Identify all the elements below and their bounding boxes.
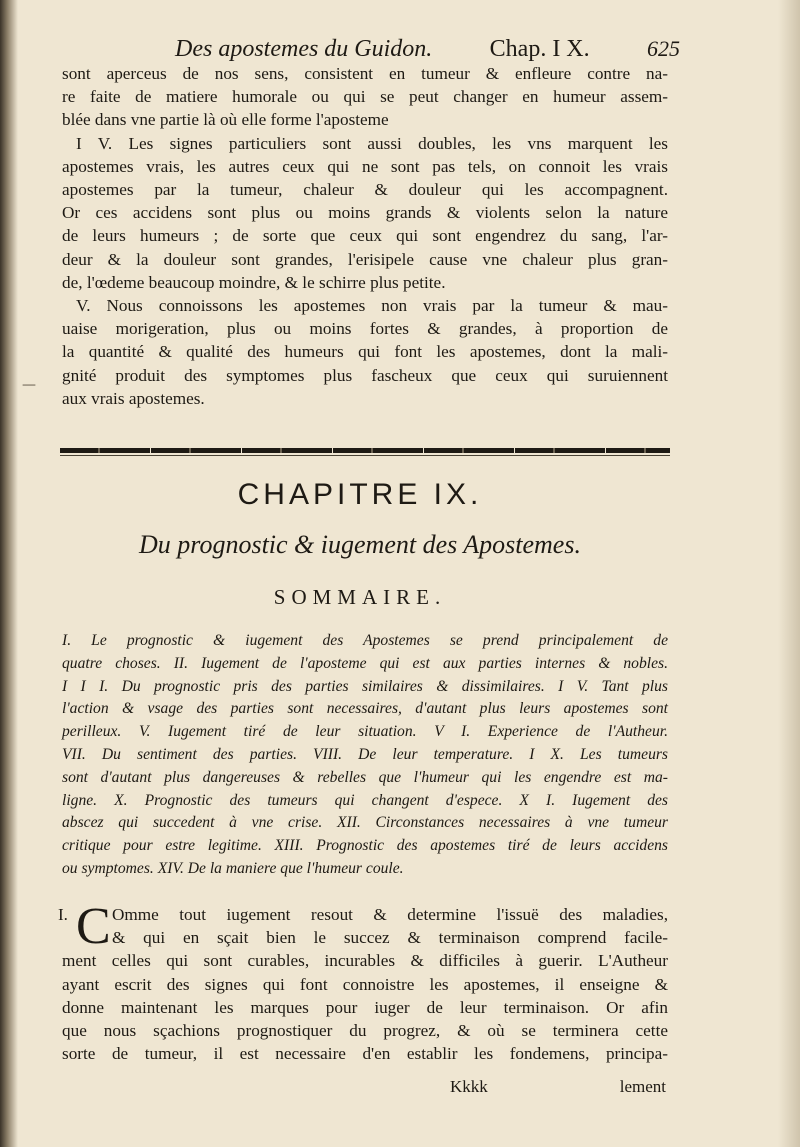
chapter-subtitle: Du prognostic & iugement des Apostemes.	[139, 530, 581, 559]
text-line: que nous sçachions prognostiquer du progrez, & où se terminera cette	[62, 1021, 668, 1041]
book-gutter-shadow	[0, 0, 18, 1147]
summary-line: ou symptomes. XIV. De la maniere que l'humeur coule.	[62, 859, 404, 877]
summary-line: quatre choses. II. Iugement de l'aposteme qui est aux parties internes & nobles.	[62, 654, 668, 672]
summary-line: I. Le prognostic & iugement des Apostemes se prend principalement de	[62, 632, 668, 649]
main-text-block	[58, 898, 668, 1065]
text-line: sorte de tumeur, il est necessaire d'en establir les fondemens, principa-	[62, 1044, 668, 1064]
text-line: I V. Les signes particuliers sont aussi doubles, les vns marquent les	[76, 133, 668, 153]
text-line: ment celles qui sont curables, incurables & difficiles à guerir. L'Autheur	[62, 951, 668, 971]
ornamental-rule	[60, 448, 670, 453]
summary-line: abscez qui succedent à vne crise. XII. Circonstances necessaires à vne tumeur	[62, 814, 668, 832]
text-line: la quantité & qualité des humeurs qui font les apostemes, dont la mali-	[62, 342, 668, 362]
text-line: & qui en sçait bien le succez & terminaison comprend facile-	[112, 928, 668, 948]
text-line: V. Nous connoissons les apostemes non vrais par la tumeur & mau-	[76, 296, 668, 316]
signature-mark: Kkkk	[450, 1077, 488, 1096]
text-line: blée dans vne partie là où elle forme l'aposteme	[62, 110, 389, 130]
text-line: de, l'œdeme beaucoup moindre, & le schirre plus petite.	[62, 272, 446, 292]
catchword: lement	[619, 1077, 666, 1096]
page-footer	[450, 1077, 666, 1097]
page-number: 625	[646, 36, 680, 61]
text-line: de leurs humeurs ; de sorte que ceux qui sont engendrez du sang, l'ar-	[62, 226, 668, 246]
text-line: Or ces accidens sont plus ou moins grands & violents selon la nature	[62, 203, 668, 223]
running-title: Des apostemes du Guidon.	[175, 36, 433, 62]
text-line: donne maintenant les marques pour iuger de leur terminaison. Or afin	[62, 997, 668, 1017]
text-line: uaise morigeration, plus ou moins fortes & grandes, à proportion de	[62, 319, 668, 339]
text-line: sont aperceus de nos sens, consistent en tumeur & enfleure contre na-	[62, 64, 668, 83]
summary-line: critique pour estre legitime. XIII. Prognostic des apostemes tiré de leurs accidens	[62, 837, 668, 855]
paragraph-number: I.	[58, 905, 68, 924]
summary-line: l'action & vsage des parties sont necessaires, d'autant plus leurs apostemes sont	[62, 700, 668, 718]
running-header	[175, 36, 680, 63]
summary-line: perilleux. V. Iugement tiré de leur situation. V I. Experience de l'Autheur.	[62, 723, 668, 741]
sommaire-heading: SOMMAIRE.	[273, 585, 447, 609]
ornamental-rule-thin	[60, 455, 670, 456]
summary-line: I I I. Du prognostic pris des parties similaires & dissimilaires. I V. Tant plus	[62, 677, 668, 695]
summary-block	[62, 630, 668, 881]
text-line: ayant escrit des signes qui font connoistre les apostemes, il enseigne &	[62, 974, 668, 994]
text-line: aux vrais apostemes.	[62, 388, 205, 408]
summary-line: VII. Du sentiment des parties. VIII. De leur temperature. I X. Les tumeurs	[62, 745, 668, 763]
text-line: deur & la douleur sont grandes, l'erisipele cause vne chaleur plus gran-	[62, 249, 668, 269]
chapter-reference: Chap. I X.	[489, 36, 590, 62]
text-line: apostemes vrais, les autres ceux qui ne sont pas tels, on connoit les vrais	[62, 156, 668, 176]
text-line: re faite de matiere humorale ou qui se peut changer en humeur assem-	[62, 87, 668, 107]
summary-line: sont d'autant plus dangereuses & rebelles que l'humeur qui les engendre est ma-	[62, 768, 668, 786]
margin-mark: —	[22, 377, 36, 393]
text-line: gnité produit des symptomes plus fascheux que ceux qui suruiennent	[62, 365, 668, 385]
text-line: Omme tout iugement resout & determine l'issuë des maladies,	[112, 905, 668, 924]
summary-line: ligne. X. Prognostic des tumeurs qui changent d'espece. X I. Iugement des	[62, 791, 668, 809]
text-line: apostemes par la tumeur, chaleur & douleur qui les accompagnent.	[62, 180, 668, 200]
chapter-title: CHAPITRE IX.	[237, 478, 483, 511]
page-edge	[778, 0, 800, 1147]
top-text-block	[62, 62, 668, 410]
drop-capital: C	[76, 898, 111, 955]
